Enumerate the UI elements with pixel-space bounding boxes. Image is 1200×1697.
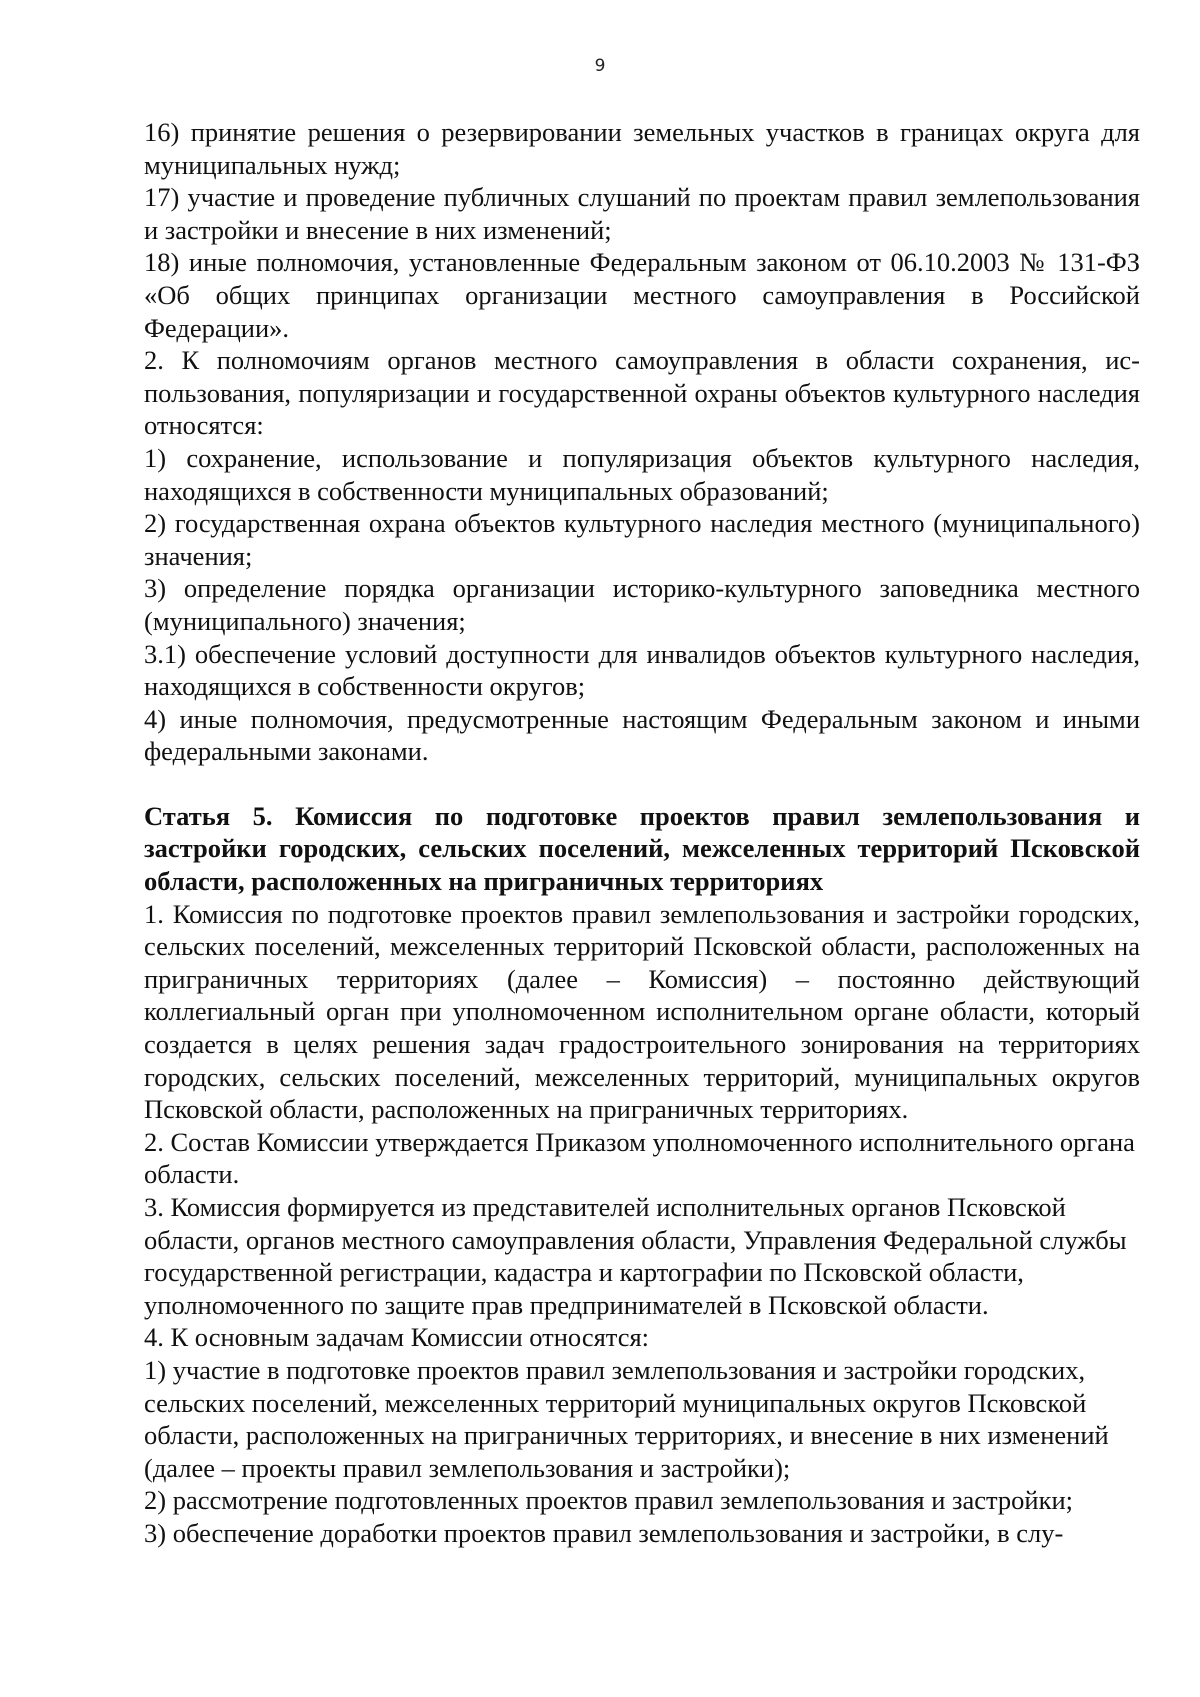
paragraph-cultural-heritage-intro: 2. К полномочиям органов местного самоуправления в области сохранения, использования, популяризации и государственной охраны объектов культурного наследия относятся: [144,345,1140,441]
paragraph-article-1: 1. Комиссия по подготовке проектов правил землепользования и застройки городских, сельских поселений, межселенных территорий Псковской области, расположенных на приграничных территориях (далее – Комиссия) – постоянно действующий коллегиальный орган при уполномоченном исполнительном органе области, который создается в целях решения задач градостроительного зонирования на территориях городских, сельских поселений, межселенных территорий, муниципальных округов Псковской области, расположенных на приграничных территориях. [144,898,1140,1125]
page-number: 9 [594,56,606,76]
paragraph-item-18: 18) иные полномочия, установленные Федеральным законом от 06.10.2003 № 131-ФЗ «Об общих принципах организации местного самоуправления в Российской Федерации». [144,247,1140,343]
paragraph-item-17: 17) участие и проведение публичных слушаний по проектам правил землепользования и застройки и внесение в них изменений; [144,182,1140,245]
document-body [144,116,1140,1550]
paragraph-heritage-item-1: 1) сохранение, использование и популяризация объектов культурного наследия, находящихся в собственности муниципальных образований; [144,442,1140,506]
paragraph-heritage-item-3-1: 3.1) обеспечение условий доступности для инвалидов объектов культурного наследия, находящихся в собственности округов; [144,638,1140,702]
paragraph-heritage-item-2: 2) государственная охрана объектов культурного наследия местного (муниципального) значения; [144,508,1140,571]
paragraph-article-4: 4. К основным задачам Комиссии относятся: [144,1322,650,1353]
paragraph-task-3: 3) обеспечение доработки проектов правил землепользования и застройки, в слу- [144,1517,1064,1548]
paragraph-task-2: 2) рассмотрение подготовленных проектов правил землепользования и застройки; [144,1485,1074,1516]
paragraph-article-2: 2. Состав Комиссии утверждается Приказом уполномоченного исполнительного органа области. [144,1126,1135,1190]
section-spacer [144,768,1140,800]
paragraph-item-16: 16) принятие решения о резервировании земельных участков в границах округа для муниципальных нужд; [144,117,1140,180]
article-heading: Статья 5. Комиссия по подготовке проектов правил землепользования и застройки городских, сельских поселений, межселенных территорий Псковской области, расположенных на приграничных территориях [144,800,1140,897]
paragraph-task-1: 1) участие в подготовке проектов правил землепользования и застройки городских, сельских поселений, межселенных территорий муниципальных округов Псковской области, расположенных на приграничных территориях, и внесение в них изменений (далее – проекты правил землепользования и застройки); [144,1354,1109,1483]
paragraph-article-3: 3. Комиссия формируется из представителей исполнительных органов Псковской области, органов местного самоуправления области, Управления Федеральной службы государственной регистрации, кадастра и картографии по Псковской области, уполномоченного по защите прав предпринимателей в Псковской области. [144,1192,1127,1320]
paragraph-heritage-item-3: 3) определение порядка организации историко-культурного заповедника местного (муниципального) значения; [144,573,1140,636]
paragraph-heritage-item-4: 4) иные полномочия, предусмотренные настоящим Федеральным законом и иными федеральными законами. [144,703,1140,767]
